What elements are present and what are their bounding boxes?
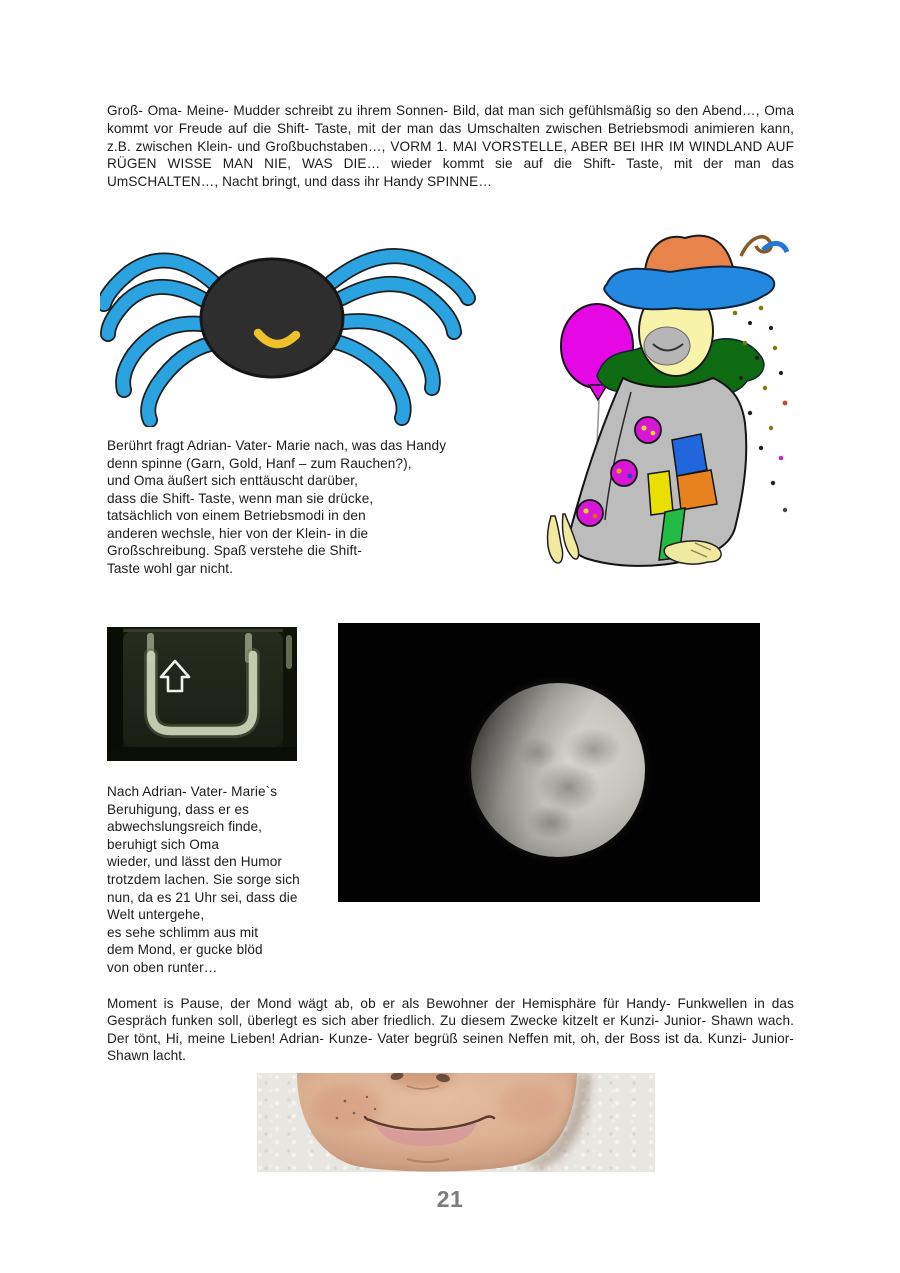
clown-icon bbox=[545, 228, 795, 603]
paragraph-mond-pause: Moment is Pause, der Mond wägt ab, ob er als Bewohner der Hemisphäre für Handy- Funkwellen in das Gespräch funken soll, überlegt es sich aber friedlich. Zu diesem Zwecke kitzelt er Kunzi- Junior- Shawn wach. Der tönt, Hi, meine Lieben! Adrian- Kunze- Vater begrüß seinen Neffen mit, oh, der Boss ist da. Kunzi- Junior- Shawn lacht. bbox=[107, 996, 794, 1063]
paragraph-intro: Groß- Oma- Meine- Mudder schreibt zu ihrem Sonnen- Bild, dat man sich gefühlsmäßig so den Abend…, Oma kommt vor Freude auf die Shift- Taste, mit der man das Umschalten zwischen Betriebsmodi animieren kann, z.B. zwischen Klein- und Großbuchstaben…, VORM 1. MAI VORSTELLE, ABER BEI IHR IM WINDLAND AUF RÜGEN WISSE MAN NIE, WAS DIE… wieder kommt sie auf die Shift- Taste, mit der man das UmSCHALTEN…, Nacht bringt, und dass ihr Handy SPINNE… bbox=[107, 103, 794, 190]
moon-photo bbox=[338, 623, 760, 902]
paragraph-oma-beruhigung: Nach Adrian- Vater- Marie`s Beruhigung, dass er es abwechslungsreich finde, beruhigt sich Oma wieder, und lässt den Humor trotzdem lachen. Sie sorge sich nun, da es 21 Uhr sei, dass die Welt untergehe, es sehe schlimm aus mit dem Mond, er gucke blöd von oben runter… bbox=[107, 784, 300, 975]
spider-icon bbox=[100, 232, 480, 427]
clown-illustration bbox=[545, 228, 795, 603]
child-mouth-photo bbox=[257, 1073, 655, 1172]
shift-key-photo bbox=[107, 627, 297, 761]
moon-disc bbox=[471, 683, 645, 857]
paragraph-handy-spinne: Berührt fragt Adrian- Vater- Marie nach, was das Handy denn spinne (Garn, Gold, Hanf – zum Rauchen?), und Oma äußert sich enttäuscht darüber, dass die Shift- Taste, wenn man sie drücke, tatsächlich von einem Betriebsmodi in den anderen wechsle, hier von der Klein- in die Großschreibung. Spaß verstehe die Shift- Taste wohl gar nicht. bbox=[107, 438, 447, 576]
page-number: 21 bbox=[436, 1186, 464, 1212]
spider-illustration bbox=[100, 232, 480, 427]
